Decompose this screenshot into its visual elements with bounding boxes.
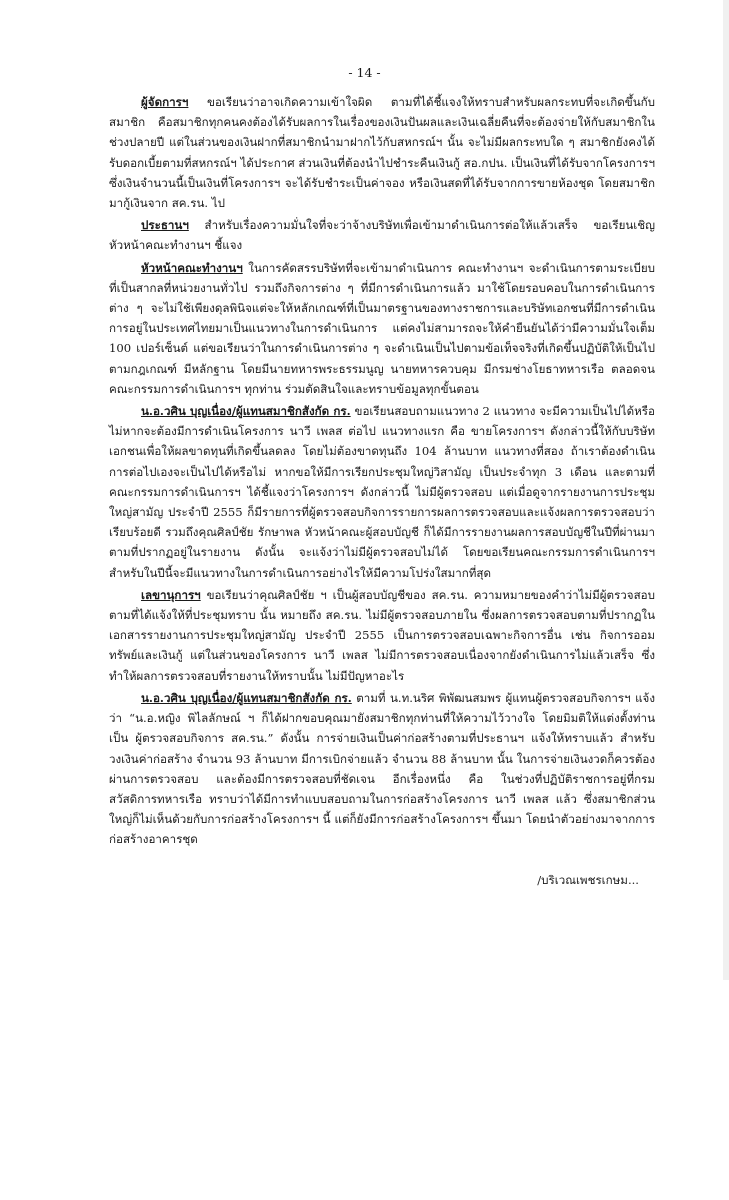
speaker-label: ประธานฯ bbox=[141, 218, 189, 233]
speaker-label: น.อ.วศิน บุญเนื่อง/ผู้แทนสมาชิกสังกัด กร. bbox=[141, 690, 352, 705]
paragraph-working-group-head bbox=[109, 258, 655, 399]
document-body bbox=[109, 92, 655, 850]
speaker-label: หัวหน้าคณะทำงานฯ bbox=[141, 260, 243, 275]
scan-edge bbox=[723, 0, 729, 980]
paragraph-text: ขอเรียนว่าคุณศิลป์ชัย ฯ เป็นผู้สอบบัญชีของ สค.รน. ความหมายของคำว่าไม่มีผู้ตรวจสอบตามที่ได้แจ้งให้ที่ประชุมทราบ นั้น หมายถึง สค.รน. ไม่มีผู้ตรวจสอบภายใน ซึ่งผลการตรวจสอบตามที่ปรากฏในเอกสารรายงานการประชุมใหญ่สามัญ ประจำปี 2555 เป็นการตรวจสอบเฉพาะกิจการอื่น เช่น กิจการออมทรัพย์และเงินกู้ แต่ในส่วนของโครงการ นาวี เพลส ไม่มีการตรวจสอบเนื่องจากยังดำเนินการไม่แล้วเสร็จ ซึ่งทำให้ผลการตรวจสอบที่รายงานให้ทราบนั้น ไม่มีปัญหาอะไร bbox=[109, 587, 656, 683]
paragraph-text: ขอเรียนว่าอาจเกิดความเข้าใจผิด ตามที่ได้ชี้แจงให้ทราบสำหรับผลกระทบที่จะเกิดขึ้นกับสมาชิก คือสมาชิกทุกคนคงต้องได้รับผลการในเรื่องของเงินปันผลและเงินเฉลี่ยคืนที่จะต้องจ่ายให้กับสมาชิกในช่วงปลายปี แต่ในส่วนของเงินฝากที่สมาชิกนำมาฝากไว้กับสหกรณ์ฯ นั้น จะไม่มีผลกระทบใด ๆ สมาชิกยังคงได้รับดอกเบี้ยตามที่สหกรณ์ฯ ได้ประกาศ ส่วนเงินที่ต้องนำไปชำระคืนเงินกู้ สอ.กปน. เป็นเงินที่ได้รับจากโครงการฯ ซึ่งเงินจำนวนนี้เป็นเงินที่โครงการฯ จะได้รับชำระเป็นค่าจอง หรือเงินสดที่ได้รับจากการขายห้องชุด โดยสมาชิกมากู้เงินจาก สค.รน. ไป bbox=[109, 95, 655, 211]
paragraph-text: ตามที่ น.ท.นริศ พิพัฒนสมพร ผู้แทนผู้ตรวจสอบกิจการฯ แจ้งว่า “น.อ.หญิง พิไลลักษณ์ ฯ ก็ได้ฝากขอบคุณมายังสมาชิกทุกท่านที่ให้ความไว้วางใจ โดยมิมติให้แต่งตั้งท่านเป็น ผู้ตรวจสอบกิจการ สค.รน.” ดังนั้น การจ่ายเงินเป็นค่าก่อสร้างตามที่ประธานฯ แจ้งให้ทราบแล้ว สำหรับวงเงินค่าก่อสร้าง จำนวน 93 ล้านบาท มีการเบิกจ่ายแล้ว จำนวน 88 ล้านบาท นั้น ในการจ่ายเงินงวดก็ควรต้องผ่านการตรวจสอบ และต้องมีการตรวจสอบที่ชัดเจน อีกเรื่องหนึ่ง คือ ในช่วงที่ปฏิบัติราชการอยู่ที่กรมสวัสดิการทหารเรือ ทราบว่าได้มีการทำแบบสอบถามในการก่อสร้างโครงการ นาวี เพลส แล้ว ซึ่งสมาชิกส่วนใหญ่ก็ไม่เห็นด้วยกับการก่อสร้างโครงการฯ นี้ แต่ก็ยังมีการก่อสร้างโครงการฯ ขึ้นมา โดยนำตัวอย่างมาจากการก่อสร้างอาคารชุด bbox=[109, 690, 655, 847]
speaker-label: ผู้จัดการฯ bbox=[141, 95, 189, 109]
speaker-label: น.อ.วศิน บุญเนื่อง/ผู้แทนสมาชิกสังกัด กร. bbox=[141, 404, 351, 419]
paragraph-member-representative bbox=[109, 401, 655, 583]
paragraph-text: ขอเรียนสอบถามแนวทาง 2 แนวทาง จะมีความเป็นไปได้หรือไม่หากจะต้องมีการดำเนินโครงการ นาวี เพลส ต่อไป แนวทางแรก คือ ขายโครงการฯ ดังกล่าวนี้ให้กับบริษัทเอกชนเพื่อให้ผลขาดทุนที่เกิดขึ้นลดลง โดยไม่ต้องขาดทุนถึง 104 ล้านบาท แนวทางที่สอง ถ้าเราต้องดำเนินการต่อไปเองจะเป็นไปได้หรือไม่ หากขอให้มีการเรียกประชุมใหญ่วิสามัญ เป็นประจำทุก 3 เดือน และตามที่คณะกรรมการดำเนินการฯ ได้ชี้แจงว่าโครงการฯ ดังกล่าวนี้ ไม่มีผู้ตรวจสอบ แต่เมื่อดูจากรายงานการประชุมใหญ่สามัญ ประจำปี 2555 ก็มีรายการที่ผู้ตรวจสอบกิจการรายการผลการตรวจสอบและแจ้งผลการตรวจสอบว่าเรียบร้อยดี รวมถึงคุณศิลป์ชัย รักษาพล หัวหน้าคณะผู้สอบบัญชี ก็ได้มีการรายงานผลการสอบบัญชีในปีที่ผ่านมาตามที่ปรากฏอยู่ในรายงาน ดังนั้น จะแจ้งว่าไม่มีผู้ตรวจสอบไม่ได้ โดยขอเรียนคณะกรรมการดำเนินการฯ สำหรับในปีนี้จะมีแนวทางในการดำเนินการอย่างไรให้มีความโปร่งใสมากที่สุด bbox=[109, 404, 655, 580]
continuation-note: /บริเวณเพชรเกษม... bbox=[537, 873, 639, 887]
paragraph-chairman bbox=[109, 215, 655, 255]
paragraph-text: ในการคัดสรรบริษัทที่จะเข้ามาดำเนินการ คณะทำงานฯ จะดำเนินการตามระเบียบที่เป็นสากลที่หน่วยงานทั่วไป รวมถึงกิจการต่าง ๆ ที่มีการดำเนินการแล้ว มาใช้โดยรอบคอบในการดำเนินการต่าง ๆ จะไม่ใช้เพียงดุลพินิจแต่จะให้หลักเกณฑ์ที่เป็นมาตรฐานของทางราชการและบริษัทเอกชนที่มีการดำเนินการอยู่ในประเทศไทยมาเป็นแนวทางในการดำเนินการ แต่คงไม่สามารถจะให้คำยืนยันได้ว่ามีความมั่นใจเต็ม 100 เปอร์เซ็นต์ แต่ขอเรียนว่าในการดำเนินการต่าง ๆ จะดำเนินเป็นไปตามข้อเท็จจริงที่เกิดขึ้นปฏิบัติให้เป็นไปตามกฎเกณฑ์ มีหลักฐาน โดยมีนายทหารพระธรรมนูญ นายทหารควบคุม มีกรมช่างโยธาทหารเรือ ตลอดจนคณะกรรมการดำเนินการฯ ทุกท่าน ร่วมตัดสินใจและทราบข้อมูลทุกขั้นตอน bbox=[109, 260, 655, 396]
speaker-label: เลขานุการฯ bbox=[141, 587, 201, 602]
page-number: - 14 - bbox=[348, 65, 381, 80]
paragraph-text: สำหรับเรื่องความมั่นใจที่จะว่าจ้างบริษัทเพื่อเข้ามาดำเนินการต่อให้แล้วเสร็จ ขอเรียนเชิญหัวหน้าคณะทำงานฯ ชี้แจง bbox=[109, 218, 656, 253]
paragraph-secretary bbox=[109, 585, 655, 686]
paragraph-member-representative-2 bbox=[109, 688, 655, 850]
paragraph-manager bbox=[109, 92, 655, 213]
